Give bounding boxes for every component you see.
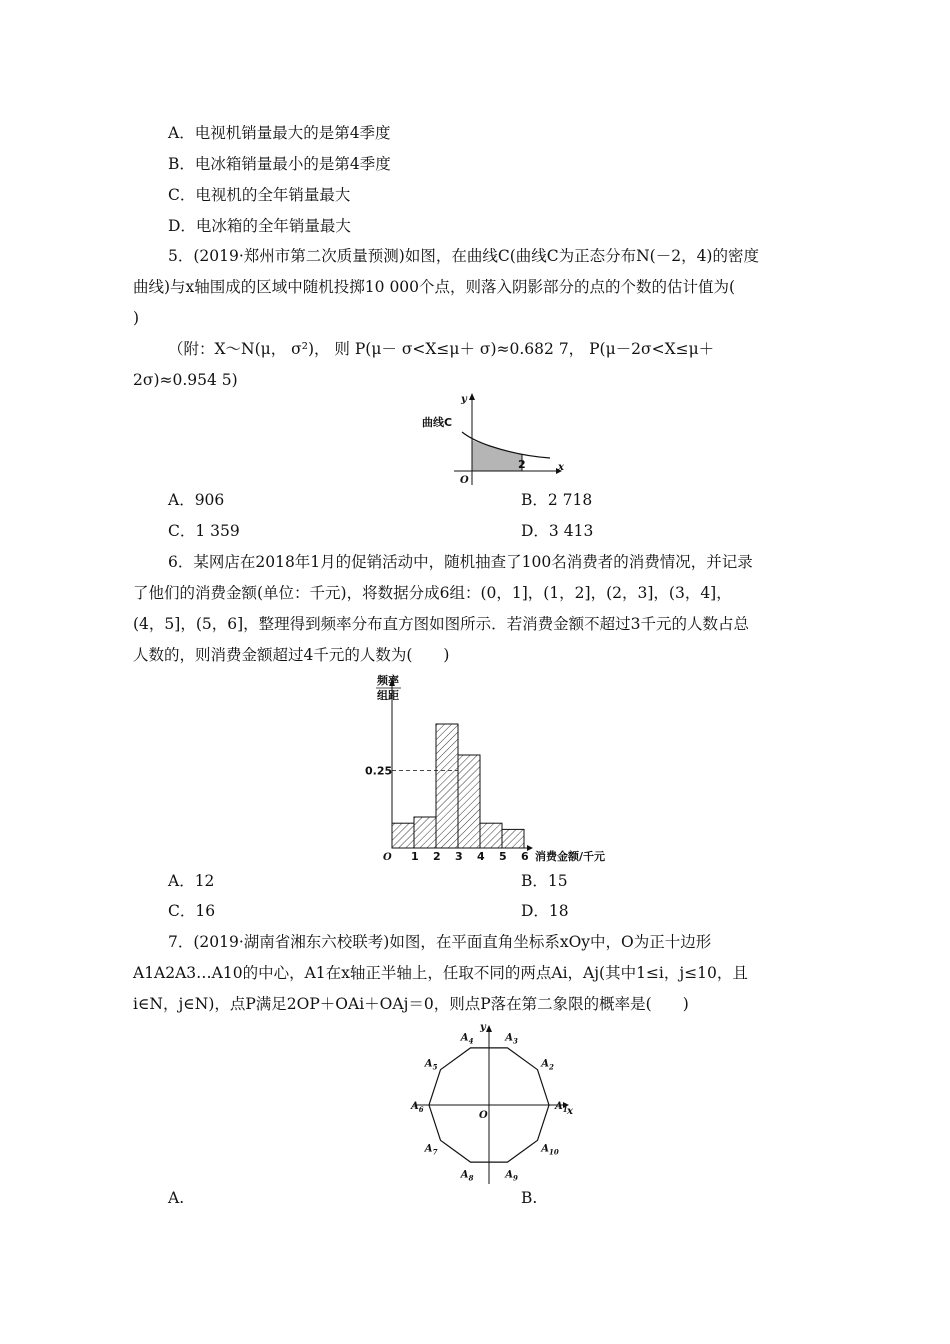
q5-stem-line-3: ) bbox=[133, 309, 140, 327]
x-tick-label: 6 bbox=[521, 850, 529, 863]
q6-stem-line-1: 6．某网店在2018年1月的促销活动中，随机抽查了100名消费者的消费情况，并记录 bbox=[168, 553, 753, 571]
vertex-label: $A_8$ bbox=[460, 1169, 474, 1183]
q5-option-b: B．2 718 bbox=[521, 491, 593, 509]
q6-option-a: A．12 bbox=[168, 872, 215, 890]
histogram-bar bbox=[502, 829, 524, 848]
x-axis-label: x bbox=[567, 1106, 573, 1117]
vertex-label: $A_{10}$ bbox=[541, 1143, 559, 1157]
vertex-label: $A_6$ bbox=[411, 1101, 424, 1114]
q6-option-d: D．18 bbox=[521, 902, 569, 920]
curve-label: 曲线C bbox=[422, 416, 453, 429]
q5-curve-figure bbox=[410, 388, 570, 488]
q6-histogram bbox=[355, 672, 635, 866]
q5-appendix-line-1: （附：X～N(μ， σ²)， 则 P(μ－ σ<X≤μ＋ σ)≈0.682 7， P(μ－2σ<X≤μ＋ bbox=[168, 340, 715, 358]
x-tick-label: 5 bbox=[499, 850, 507, 863]
tick-label-2: 2 bbox=[518, 458, 526, 471]
x-tick-label: 4 bbox=[477, 850, 485, 863]
y-axis-label: y bbox=[461, 394, 467, 405]
y-label-top: 频率 bbox=[377, 674, 399, 687]
q6-stem-line-3: (4，5]，(5，6]，整理得到频率分布直方图如图所示．若消费金额不超过3千元的人数占总 bbox=[133, 615, 749, 633]
y-axis-arrow bbox=[469, 393, 475, 400]
x-tick-label: 3 bbox=[455, 850, 463, 863]
vertex-label: $A_5$ bbox=[424, 1058, 438, 1072]
q7-decagon-figure bbox=[405, 1018, 585, 1184]
q4-option-b: B．电冰箱销量最小的是第4季度 bbox=[168, 155, 391, 173]
histogram-bar bbox=[436, 724, 458, 848]
q6-option-c: C．16 bbox=[168, 902, 216, 920]
x-tick-label: 2 bbox=[433, 850, 441, 863]
y-tick-label: 0.25 bbox=[365, 764, 393, 778]
origin-label: O bbox=[460, 475, 469, 486]
histogram-bar bbox=[480, 823, 502, 848]
q5-stem-line-1: 5．(2019·郑州市第二次质量预测)如图，在曲线C(曲线C为正态分布N(－2，4)的密度 bbox=[168, 247, 759, 265]
q6-option-b: B．15 bbox=[521, 872, 568, 890]
origin-label: O bbox=[383, 852, 392, 863]
histogram-bar bbox=[414, 817, 436, 848]
y-axis-label: y bbox=[480, 1022, 486, 1033]
q5-option-c: C．1 359 bbox=[168, 522, 240, 540]
q4-option-d: D．电冰箱的全年销量最大 bbox=[168, 217, 351, 235]
x-tick-label: 1 bbox=[411, 850, 419, 863]
q7-option-a: A. bbox=[168, 1189, 185, 1207]
q5-stem-line-2: 曲线)与x轴围成的区域中随机投掷10 000个点，则落入阴影部分的点的个数的估计值为( bbox=[133, 278, 736, 296]
x-axis-label: x bbox=[558, 462, 564, 473]
vertex-label: $A_7$ bbox=[424, 1143, 438, 1157]
histogram-bar bbox=[392, 823, 414, 848]
vertex-label: $A_2$ bbox=[541, 1058, 554, 1072]
origin-label: O bbox=[479, 1110, 488, 1121]
y-axis-arrow bbox=[486, 1025, 492, 1032]
x-axis-label: 消费金额/千元 bbox=[535, 850, 606, 863]
q6-stem-line-2: 了他们的消费金额(单位：千元)，将数据分成6组：(0，1]，(1，2]，(2，3]，(3，4]， bbox=[133, 584, 732, 602]
q5-option-a: A．906 bbox=[168, 491, 225, 509]
q6-stem-line-4: 人数的，则消费金额超过4千元的人数为( ) bbox=[133, 646, 450, 664]
vertex-label: $A_4$ bbox=[460, 1032, 474, 1046]
vertex-label: $A_3$ bbox=[505, 1032, 518, 1046]
y-label-bottom: 组距 bbox=[377, 689, 399, 702]
q7-stem-line-1: 7．(2019·湖南省湘东六校联考)如图，在平面直角坐标系xOy中，O为正十边形 bbox=[168, 933, 712, 951]
q5-appendix-line-2: 2σ)≈0.954 5) bbox=[133, 371, 238, 389]
shaded-region bbox=[472, 440, 522, 471]
q4-option-a: A．电视机销量最大的是第4季度 bbox=[168, 124, 391, 142]
q5-option-d: D．3 413 bbox=[521, 522, 594, 540]
q4-option-c: C．电视机的全年销量最大 bbox=[168, 186, 351, 204]
vertex-label: $A_1$ bbox=[555, 1101, 568, 1114]
vertex-label: $A_9$ bbox=[505, 1169, 518, 1183]
q7-option-b: B. bbox=[521, 1189, 538, 1207]
q7-stem-line-2: A1A2A3…A10的中心，A1在x轴正半轴上，任取不同的两点Ai，Aj(其中1≤i，j≤10，且 bbox=[133, 964, 748, 982]
q7-stem-line-3: i∈N，j∈N)，点P满足2OP＋OAi＋OAj＝0，则点P落在第二象限的概率是( ) bbox=[133, 995, 689, 1013]
histogram-bar bbox=[458, 755, 480, 848]
